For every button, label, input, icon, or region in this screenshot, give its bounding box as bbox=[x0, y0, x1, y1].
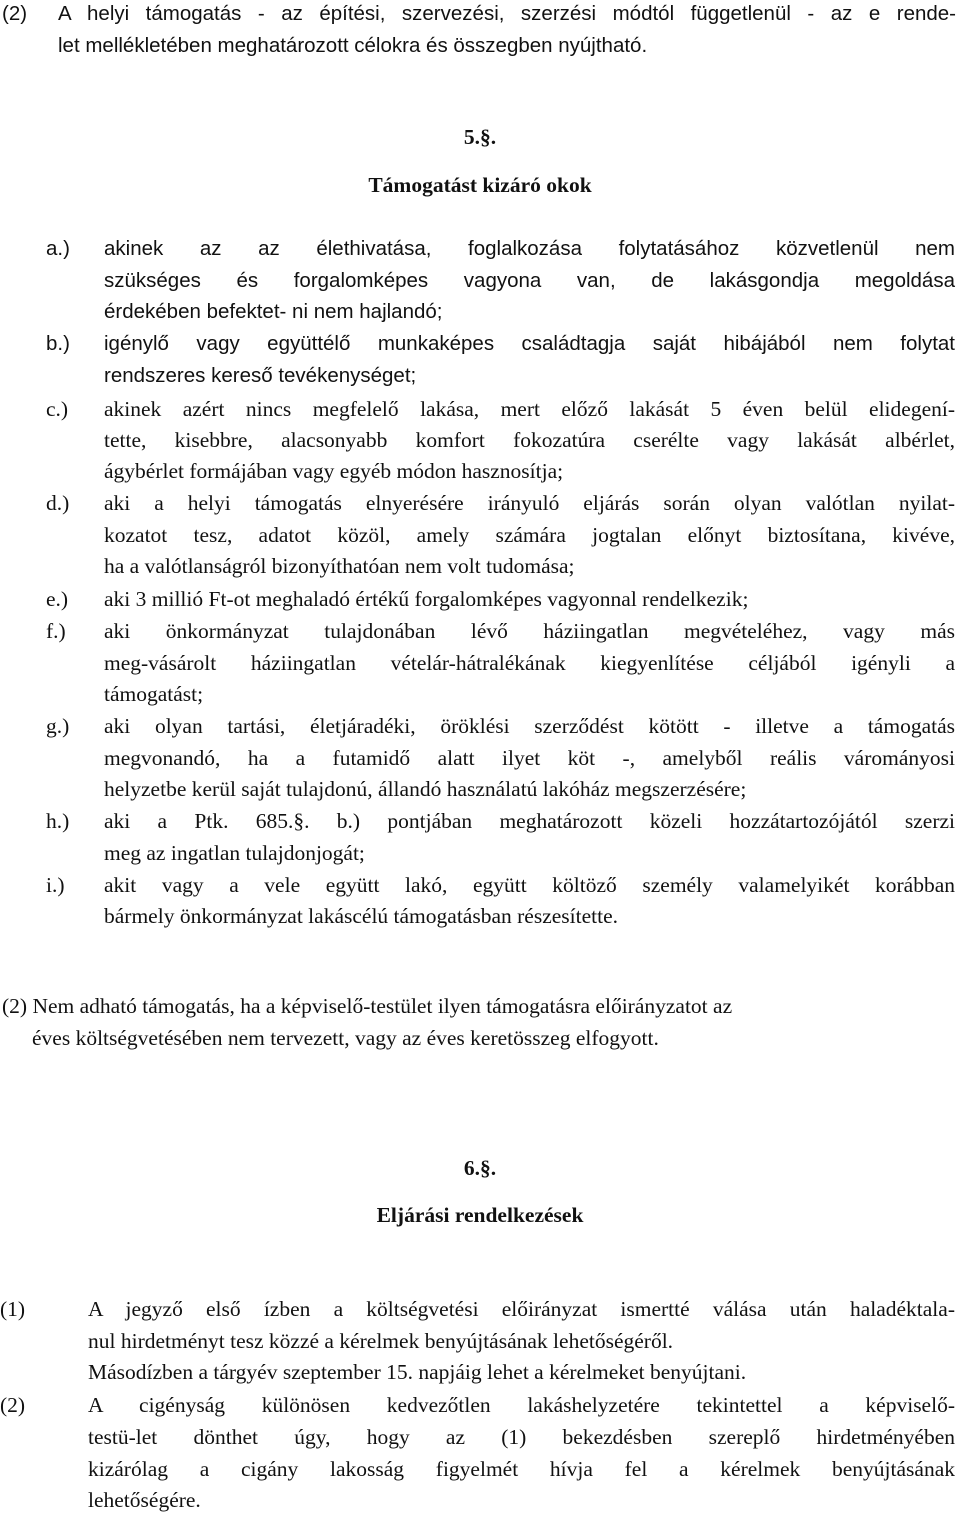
item-line: aki a Ptk. 685.§. b.) pontjában meghatározott közeli hozzátartozójától szerzi bbox=[104, 809, 955, 833]
paragraph-line: testü-let dönthet úgy, hogy az (1) bekezdésben szereplő hirdetményében bbox=[88, 1425, 955, 1449]
item-line: rendszeres kereső tevékenységet; bbox=[104, 364, 417, 387]
item-line: kozatot tesz, adatot közöl, amely számára jogtalan előnyt biztosítana, kivéve, bbox=[104, 523, 955, 547]
item-line: helyzetbe kerül saját tulajdonú, állandó használatú lakóház megszerzésére; bbox=[104, 777, 747, 801]
item-line: aki olyan tartási, életjáradéki, öröklési szerződést kötött - illetve a támogatás bbox=[104, 714, 955, 738]
paragraph-number: (1) bbox=[0, 1297, 26, 1321]
paragraph-line: A jegyző első ízben a költségvetési előirányzat ismertté válása után haladéktala- bbox=[88, 1297, 955, 1321]
item-line: megvonandó, ha a futamidő alatt ilyet köt -, amelyből reális várományosi bbox=[104, 746, 955, 770]
paragraph-line: kizárólag a cigány lakosság figyelmét hívja fel a kérelmek benyújtásának bbox=[88, 1457, 955, 1481]
item-label: f.) bbox=[46, 619, 66, 643]
intro-number: (2) bbox=[2, 2, 28, 25]
item-label: h.) bbox=[46, 809, 70, 833]
item-label: c.) bbox=[46, 397, 69, 421]
item-line: aki önkormányzat tulajdonában lévő háziingatlan megvételéhez, vagy más bbox=[104, 619, 955, 643]
paragraph-line: A cigényság különösen kedvezőtlen lakáshelyzetére tekintettel a képviselő- bbox=[88, 1393, 955, 1417]
section-6-number: 6.§. bbox=[463, 1156, 497, 1180]
item-line: akit vagy a vele együtt lakó, együtt költöző személy valamelyikét korábban bbox=[104, 873, 955, 897]
item-line: igénylő vagy együttélő munkaképes családtagja saját hibájából nem folytat bbox=[104, 332, 955, 355]
paragraph-line: nul hirdetményt tesz közzé a kérelmek benyújtásának lehetőségéről. bbox=[88, 1329, 674, 1353]
item-line: meg az ingatlan tulajdonjogát; bbox=[104, 841, 365, 865]
item-label: d.) bbox=[46, 491, 70, 515]
item-line: ha a valótlanságról bizonyíthatóan nem volt tudomása; bbox=[104, 554, 575, 578]
item-line: tette, kisebbre, alacsonyabb komfort fokozatúra cserélte vagy lakását albérlet, bbox=[104, 428, 955, 452]
intro-line-2: let mellékletében meghatározott célokra és összegben nyújtható. bbox=[58, 34, 648, 57]
item-label: g.) bbox=[46, 714, 70, 738]
section-5-number: 5.§. bbox=[463, 125, 497, 149]
item-line: aki 3 millió Ft-ot meghaladó értékű forgalomképes vagyonnal rendelkezik; bbox=[104, 587, 749, 611]
intro-line-1: A helyi támogatás - az építési, szervezési, szerzési módtól függetlenül - az e rende- bbox=[58, 2, 956, 25]
item-line: szükséges és forgalomképes vagyona van, de lakásgondja megoldása bbox=[104, 269, 955, 292]
item-line: meg-vásárolt háziingatlan vételár-hátralékának kiegyenlítése céljából igényli a bbox=[104, 651, 955, 675]
section-6-title: Eljárási rendelkezések bbox=[376, 1203, 584, 1227]
item-label: a.) bbox=[46, 237, 70, 260]
item-label: b.) bbox=[46, 332, 70, 355]
item-line: aki a helyi támogatás elnyerésére irányuló eljárás során olyan valótlan nyilat- bbox=[104, 491, 955, 515]
paragraph-line: Másodízben a tárgyév szeptember 15. napjáig lehet a kérelmeket benyújtani. bbox=[88, 1360, 747, 1384]
item-line: bármely önkormányzat lakáscélú támogatásban részesítette. bbox=[104, 904, 618, 928]
paragraph-2-line-1: (2) Nem adható támogatás, ha a képviselő-testület ilyen támogatásra előirányzatot az bbox=[2, 994, 733, 1018]
item-label: e.) bbox=[46, 587, 69, 611]
paragraph-number: (2) bbox=[0, 1393, 26, 1417]
paragraph-line: lehetőségére. bbox=[88, 1488, 201, 1512]
item-line: akinek az az élethivatása, foglalkozása folytatásához közvetlenül nem bbox=[104, 237, 955, 260]
paragraph-2-line-2: éves költségvetésében nem tervezett, vagy az éves keretösszeg elfogyott. bbox=[32, 1026, 659, 1050]
section-5-title: Támogatást kizáró okok bbox=[368, 173, 592, 197]
item-line: támogatást; bbox=[104, 682, 204, 706]
item-line: ágybérlet formájában vagy egyéb módon hasznosítja; bbox=[104, 459, 564, 483]
item-label: i.) bbox=[46, 873, 65, 897]
item-line: érdekében befektet- ni nem hajlandó; bbox=[104, 300, 443, 323]
item-line: akinek azért nincs megfelelő lakása, mert előző lakását 5 éven belül elidegení- bbox=[104, 397, 955, 421]
